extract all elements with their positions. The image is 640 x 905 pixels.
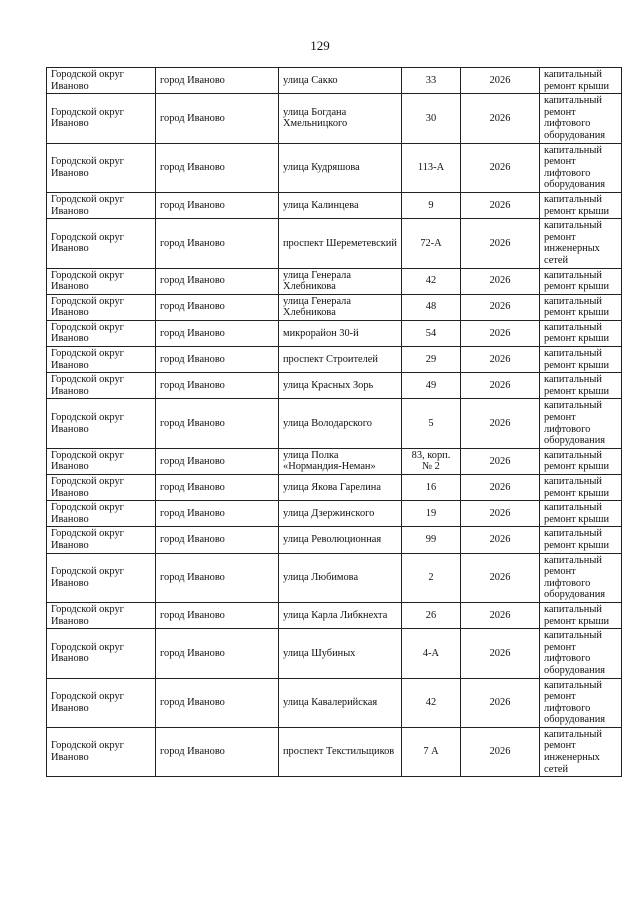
year-cell: 2026 [461, 475, 540, 501]
work-type-cell: капитальный ремонт крыши [540, 68, 622, 94]
city-cell: город Иваново [156, 219, 279, 268]
table-row [47, 629, 622, 678]
street-cell: улица Генерала Хлебникова [279, 294, 402, 320]
year-cell: 2026 [461, 68, 540, 94]
year-cell: 2026 [461, 94, 540, 143]
year-cell: 2026 [461, 629, 540, 678]
street-cell: проспект Шереметевский [279, 219, 402, 268]
city-cell: город Иваново [156, 727, 279, 776]
city-cell: город Иваново [156, 320, 279, 346]
table-row [47, 192, 622, 218]
house-cell: 7 А [402, 727, 461, 776]
work-type-cell: капитальный ремонт крыши [540, 527, 622, 553]
district-cell: Городской округ Иваново [47, 294, 156, 320]
house-cell: 2 [402, 553, 461, 602]
street-cell: улица Калинцева [279, 192, 402, 218]
year-cell: 2026 [461, 294, 540, 320]
district-cell: Городской округ Иваново [47, 629, 156, 678]
city-cell: город Иваново [156, 294, 279, 320]
city-cell: город Иваново [156, 602, 279, 628]
street-cell: улица Любимова [279, 553, 402, 602]
table-row [47, 320, 622, 346]
page-number: 129 [310, 38, 330, 53]
house-cell: 72-А [402, 219, 461, 268]
year-cell: 2026 [461, 268, 540, 294]
district-cell: Городской округ Иваново [47, 219, 156, 268]
street-cell: микрорайон 30-й [279, 320, 402, 346]
work-type-cell: капитальный ремонт крыши [540, 294, 622, 320]
street-cell: улица Володарского [279, 399, 402, 448]
table-row [47, 94, 622, 143]
district-cell: Городской округ Иваново [47, 475, 156, 501]
work-type-cell: капитальный ремонт лифтового оборудования [540, 678, 622, 727]
work-type-cell: капитальный ремонт инженерных сетей [540, 727, 622, 776]
year-cell: 2026 [461, 602, 540, 628]
house-cell: 48 [402, 294, 461, 320]
house-cell: 83, корп. № 2 [402, 448, 461, 474]
house-cell: 113-А [402, 143, 461, 192]
table-row [47, 347, 622, 373]
house-cell: 4-А [402, 629, 461, 678]
city-cell: город Иваново [156, 94, 279, 143]
house-cell: 9 [402, 192, 461, 218]
district-cell: Городской округ Иваново [47, 320, 156, 346]
street-cell: улица Шубиных [279, 629, 402, 678]
year-cell: 2026 [461, 553, 540, 602]
district-cell: Городской округ Иваново [47, 678, 156, 727]
work-type-cell: капитальный ремонт крыши [540, 475, 622, 501]
work-type-cell: капитальный ремонт крыши [540, 448, 622, 474]
work-type-cell: капитальный ремонт крыши [540, 268, 622, 294]
table-row [47, 143, 622, 192]
table-row [47, 727, 622, 776]
city-cell: город Иваново [156, 143, 279, 192]
city-cell: город Иваново [156, 678, 279, 727]
year-cell: 2026 [461, 373, 540, 399]
year-cell: 2026 [461, 399, 540, 448]
table-row [47, 268, 622, 294]
table-row [47, 399, 622, 448]
table-row [47, 448, 622, 474]
year-cell: 2026 [461, 219, 540, 268]
street-cell: проспект Текстильщиков [279, 727, 402, 776]
district-cell: Городской округ Иваново [47, 68, 156, 94]
city-cell: город Иваново [156, 501, 279, 527]
street-cell: улица Карла Либкнехта [279, 602, 402, 628]
district-cell: Городской округ Иваново [47, 399, 156, 448]
city-cell: город Иваново [156, 448, 279, 474]
house-cell: 54 [402, 320, 461, 346]
district-cell: Городской округ Иваново [47, 192, 156, 218]
work-type-cell: капитальный ремонт лифтового оборудования [540, 553, 622, 602]
district-cell: Городской округ Иваново [47, 448, 156, 474]
district-cell: Городской округ Иваново [47, 727, 156, 776]
street-cell: улица Полка «Нормандия-Неман» [279, 448, 402, 474]
district-cell: Городской округ Иваново [47, 268, 156, 294]
house-cell: 19 [402, 501, 461, 527]
work-type-cell: капитальный ремонт крыши [540, 347, 622, 373]
street-cell: проспект Строителей [279, 347, 402, 373]
table-row [47, 294, 622, 320]
year-cell: 2026 [461, 448, 540, 474]
house-cell: 33 [402, 68, 461, 94]
work-type-cell: капитальный ремонт лифтового оборудования [540, 94, 622, 143]
city-cell: город Иваново [156, 268, 279, 294]
street-cell: улица Богдана Хмельницкого [279, 94, 402, 143]
year-cell: 2026 [461, 320, 540, 346]
year-cell: 2026 [461, 501, 540, 527]
year-cell: 2026 [461, 727, 540, 776]
house-cell: 29 [402, 347, 461, 373]
table-row [47, 602, 622, 628]
city-cell: город Иваново [156, 399, 279, 448]
table-row [47, 219, 622, 268]
house-cell: 42 [402, 678, 461, 727]
repair-registry-table [46, 67, 622, 777]
table-row [47, 373, 622, 399]
street-cell: улица Дзержинского [279, 501, 402, 527]
street-cell: улица Кудряшова [279, 143, 402, 192]
district-cell: Городской округ Иваново [47, 347, 156, 373]
house-cell: 99 [402, 527, 461, 553]
street-cell: улица Сакко [279, 68, 402, 94]
city-cell: город Иваново [156, 192, 279, 218]
house-cell: 16 [402, 475, 461, 501]
district-cell: Городской округ Иваново [47, 553, 156, 602]
work-type-cell: капитальный ремонт лифтового оборудования [540, 143, 622, 192]
house-cell: 42 [402, 268, 461, 294]
work-type-cell: капитальный ремонт крыши [540, 602, 622, 628]
work-type-cell: капитальный ремонт крыши [540, 373, 622, 399]
city-cell: город Иваново [156, 68, 279, 94]
year-cell: 2026 [461, 143, 540, 192]
work-type-cell: капитальный ремонт крыши [540, 192, 622, 218]
year-cell: 2026 [461, 192, 540, 218]
house-cell: 5 [402, 399, 461, 448]
street-cell: улица Кавалерийская [279, 678, 402, 727]
city-cell: город Иваново [156, 553, 279, 602]
city-cell: город Иваново [156, 629, 279, 678]
work-type-cell: капитальный ремонт крыши [540, 320, 622, 346]
city-cell: город Иваново [156, 373, 279, 399]
district-cell: Городской округ Иваново [47, 143, 156, 192]
table-row [47, 475, 622, 501]
table-row [47, 527, 622, 553]
district-cell: Городской округ Иваново [47, 527, 156, 553]
year-cell: 2026 [461, 527, 540, 553]
work-type-cell: капитальный ремонт лифтового оборудования [540, 399, 622, 448]
table-row [47, 553, 622, 602]
house-cell: 26 [402, 602, 461, 628]
district-cell: Городской округ Иваново [47, 373, 156, 399]
street-cell: улица Генерала Хлебникова [279, 268, 402, 294]
city-cell: город Иваново [156, 475, 279, 501]
street-cell: улица Красных Зорь [279, 373, 402, 399]
table-row [47, 68, 622, 94]
work-type-cell: капитальный ремонт крыши [540, 501, 622, 527]
street-cell: улица Якова Гарелина [279, 475, 402, 501]
district-cell: Городской округ Иваново [47, 602, 156, 628]
year-cell: 2026 [461, 347, 540, 373]
city-cell: город Иваново [156, 527, 279, 553]
year-cell: 2026 [461, 678, 540, 727]
house-cell: 30 [402, 94, 461, 143]
city-cell: город Иваново [156, 347, 279, 373]
district-cell: Городской округ Иваново [47, 501, 156, 527]
street-cell: улица Революционная [279, 527, 402, 553]
district-cell: Городской округ Иваново [47, 94, 156, 143]
table-row [47, 678, 622, 727]
table-row [47, 501, 622, 527]
house-cell: 49 [402, 373, 461, 399]
table-body [47, 68, 622, 777]
work-type-cell: капитальный ремонт лифтового оборудования [540, 629, 622, 678]
work-type-cell: капитальный ремонт инженерных сетей [540, 219, 622, 268]
